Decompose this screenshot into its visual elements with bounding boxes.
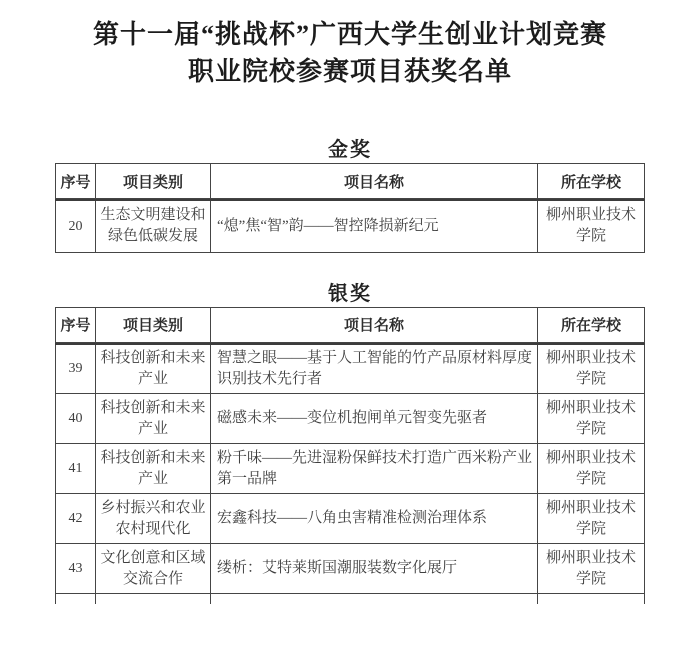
stub-cell — [96, 594, 211, 604]
category-cell: 科技创新和未来产业 — [96, 344, 211, 394]
school-cell: 柳州职业技术学院 — [538, 344, 645, 394]
project-name-cell: “熄”焦“智”韵——智控降损新纪元 — [211, 200, 538, 252]
school-cell: 柳州职业技术学院 — [538, 544, 645, 594]
project-name-cell: 粉千味——先进湿粉保鲜技术打造广西米粉产业第一品牌 — [211, 444, 538, 494]
seq-cell: 39 — [56, 344, 96, 394]
gold-award-heading: 金奖 — [328, 139, 372, 161]
silver-table-header — [55, 307, 645, 343]
category-cell: 生态文明建设和绿色低碳发展 — [96, 200, 211, 252]
table-row — [56, 394, 645, 444]
school-cell: 柳州职业技术学院 — [538, 494, 645, 544]
col-header-no: 序号 — [56, 307, 96, 342]
col-header-school: 所在学校 — [538, 307, 645, 342]
table-row — [56, 544, 645, 594]
stub-row — [56, 594, 645, 604]
project-name-cell: 宏鑫科技——八角虫害精准检测治理体系 — [211, 494, 538, 544]
table-row — [56, 494, 645, 544]
col-header-category: 项目类别 — [96, 164, 211, 199]
seq-cell: 40 — [56, 394, 96, 444]
school-cell: 柳州职业技术学院 — [538, 200, 645, 252]
project-name-cell: 智慧之眼——基于人工智能的竹产品原材料厚度识别技术先行者 — [211, 344, 538, 394]
col-header-no: 序号 — [56, 164, 96, 199]
category-cell: 乡村振兴和农业农村现代化 — [96, 494, 211, 544]
seq-cell: 20 — [56, 200, 96, 252]
project-name-cell: 缕析：艾特莱斯国潮服装数字化展厅 — [211, 544, 538, 594]
silver-table-body — [55, 343, 645, 595]
category-cell: 科技创新和未来产业 — [96, 444, 211, 494]
school-cell: 柳州职业技术学院 — [538, 444, 645, 494]
document-title — [0, 0, 700, 90]
category-cell: 文化创意和区域交流合作 — [96, 544, 211, 594]
table-row — [56, 344, 645, 394]
table-row — [56, 444, 645, 494]
project-name-cell: 磁感未来——变位机抱闸单元智变先驱者 — [211, 394, 538, 444]
document-title-line1: 第十一届“挑战杯”广西大学生创业计划竞赛 — [92, 20, 607, 49]
school-cell: 柳州职业技术学院 — [538, 394, 645, 444]
seq-cell: 43 — [56, 544, 96, 594]
silver-award-heading: 银奖 — [328, 282, 372, 305]
stub-cell — [538, 594, 645, 604]
seq-cell: 41 — [56, 444, 96, 494]
col-header-school: 所在学校 — [538, 164, 645, 199]
gold-table-body — [55, 199, 645, 253]
silver-header-row — [56, 307, 645, 342]
stub-cell — [56, 594, 96, 604]
cutoff-next-row-border-stubs — [55, 594, 645, 604]
col-header-name: 项目名称 — [211, 307, 538, 342]
seq-cell: 42 — [56, 494, 96, 544]
category-cell: 科技创新和未来产业 — [96, 394, 211, 444]
table-row — [56, 200, 645, 252]
col-header-category: 项目类别 — [96, 307, 211, 342]
col-header-name: 项目名称 — [211, 164, 538, 199]
gold-header-row — [56, 164, 645, 199]
document-title-line2: 职业院校参赛项目获奖名单 — [187, 57, 512, 86]
gold-table-header — [55, 163, 645, 199]
stub-cell — [211, 594, 538, 604]
